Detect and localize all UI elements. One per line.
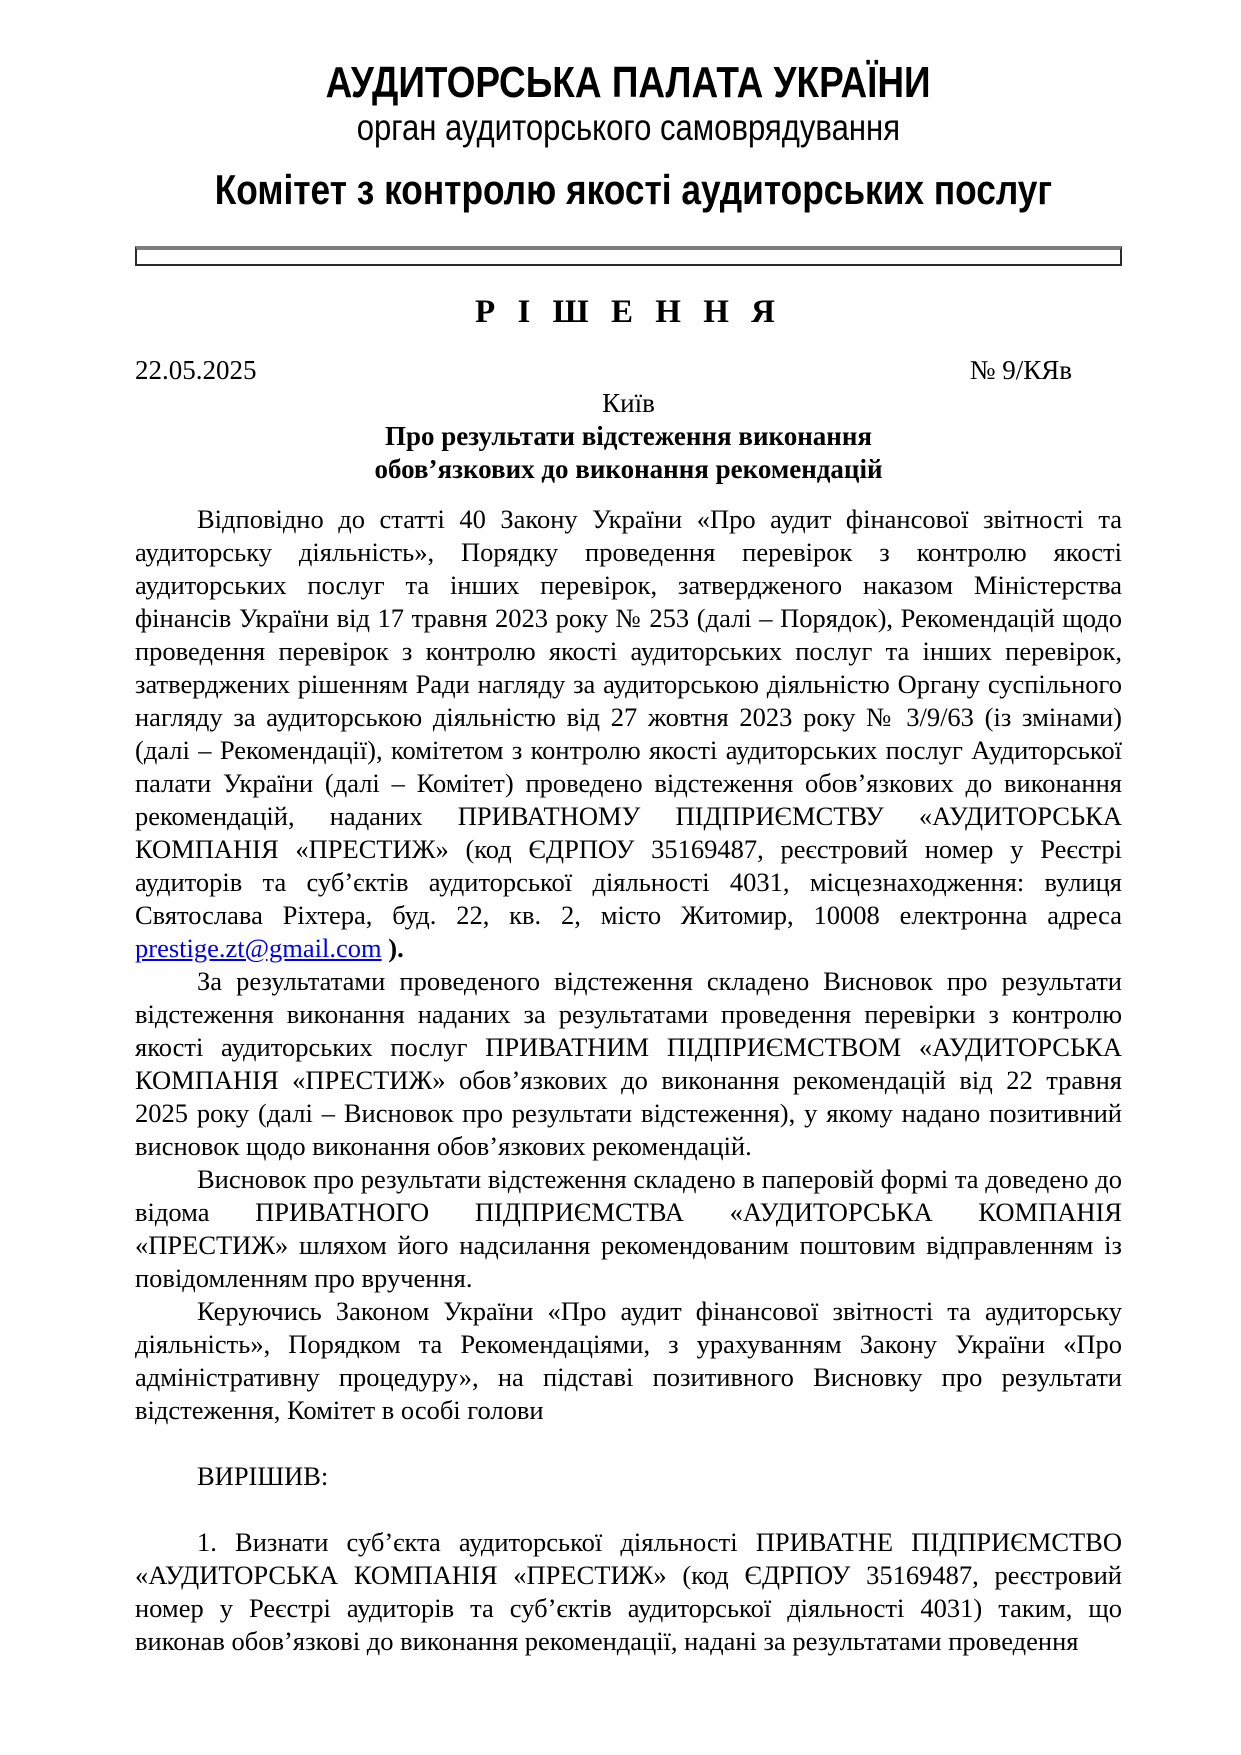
subject-line-2: обов’язкових до виконання рекомендацій [374, 454, 883, 484]
paragraph-delivery: Висновок про результати відстеження складено в паперовій формі та доведено до відома ПРИВАТНОГО ПІДПРИЄМСТВА «АУДИТОРСЬКА КОМПАНІЯ «ПРЕСТИЖ» шляхом його надсилання рекомендованим поштовим відправленням із повідомленням про вручення. [135, 1164, 1122, 1293]
org-name-text: АУДИТОРСЬКА ПАЛАТА УКРАЇНИ [325, 58, 932, 107]
paragraph-conclusion-drafted: За результатами проведеного відстеження складено Висновок про результати відстеження виконання наданих за результатами проведення перевірки з контролю якості аудиторських послуг ПРИВАТНИМ ПІДПРИЄМСТВОМ «АУДИТОРСЬКА КОМПАНІЯ «ПРЕСТИЖ» обов’язкових до виконання рекомендацій від 22 травня 2025 року (далі – Висновок про результати відстеження), у якому надано позитивний висновок щодо виконання обов’язкових рекомендацій. [135, 966, 1122, 1161]
org-name-heading [135, 60, 1122, 106]
paragraph-guided-by: Керуючись Законом України «Про аудит фінансової звітності та аудиторську діяльність», Порядком та Рекомендаціями, з урахуванням Закону України «Про адміністративну процедуру», на підставі позитивного Висновку про результати відстеження, Комітет в особі голови [135, 1296, 1122, 1425]
document-type-title: Р І Ш Е Н Н Я [475, 294, 782, 330]
paragraph-legal-basis [135, 503, 1122, 965]
separator-box [135, 246, 1122, 266]
resolved-heading: ВИРІШИВ: [197, 1461, 329, 1491]
city-label: Київ [602, 388, 655, 418]
subject-line-1: Про результати відстеження виконання [384, 421, 872, 451]
date-number-row [135, 354, 1122, 387]
letterhead [135, 60, 1122, 214]
paragraph-legal-basis-closing: ). [381, 933, 404, 963]
org-subtitle-heading [135, 106, 1122, 150]
paragraph-resolution-item-1: 1. Визнати суб’єкта аудиторської діяльності ПРИВАТНЕ ПІДПРИЄМСТВО «АУДИТОРСЬКА КОМПАНІЯ «ПРЕСТИЖ» (код ЄДРПОУ 35169487, реєстровий номер у Реєстрі аудиторів та суб’єктів аудиторської діяльності 4031) таким, що виконав обов’язкові до виконання рекомендації, надані за результатами проведення [135, 1527, 1122, 1656]
decision-date: 22.05.2025 [135, 355, 257, 385]
org-subtitle-text: орган аудиторського самоврядування [356, 107, 901, 148]
committee-text: Комітет з контролю якості аудиторських послуг [214, 166, 1053, 213]
committee-heading [135, 166, 1122, 214]
email-link[interactable]: prestige.zt@gmail.com [135, 933, 382, 963]
paragraph-legal-basis-text: Відповідно до статті 40 Закону України «Про аудит фінансової звітності та аудиторську діяльність», Порядку проведення перевірок з контролю якості аудиторських послуг та інших перевірок, затвердженого наказом Міністерства фінансів України від 17 травня 2023 року № 253 (далі – Порядок), Рекомендацій щодо проведення перевірок з контролю якості аудиторських послуг та інших перевірок, затверджених рішенням Ради нагляду за аудиторською діяльністю Органу суспільного нагляду за аудиторською діяльністю від 27 жовтня 2023 року № 3/9/63 (із змінами) (далі – Рекомендації), комітетом з контролю якості аудиторських послуг Аудиторської палати України (далі – Комітет) проведено відстеження обов’язкових до виконання рекомендацій, наданих ПРИВАТНОМУ ПІДПРИЄМСТВУ «АУДИТОРСЬКА КОМПАНІЯ «ПРЕСТИЖ» (код ЄДРПОУ 35169487, реєстровий номер у Реєстрі аудиторів та суб’єктів аудиторської діяльності 4031, місцезнаходження: вулиця Святослава Ріхтера, буд. 22, кв. 2, місто Житомир, 10008 електронна адреса [135, 504, 1122, 930]
decision-number: № 9/КЯв [969, 355, 1072, 385]
subject-title [135, 420, 1122, 486]
